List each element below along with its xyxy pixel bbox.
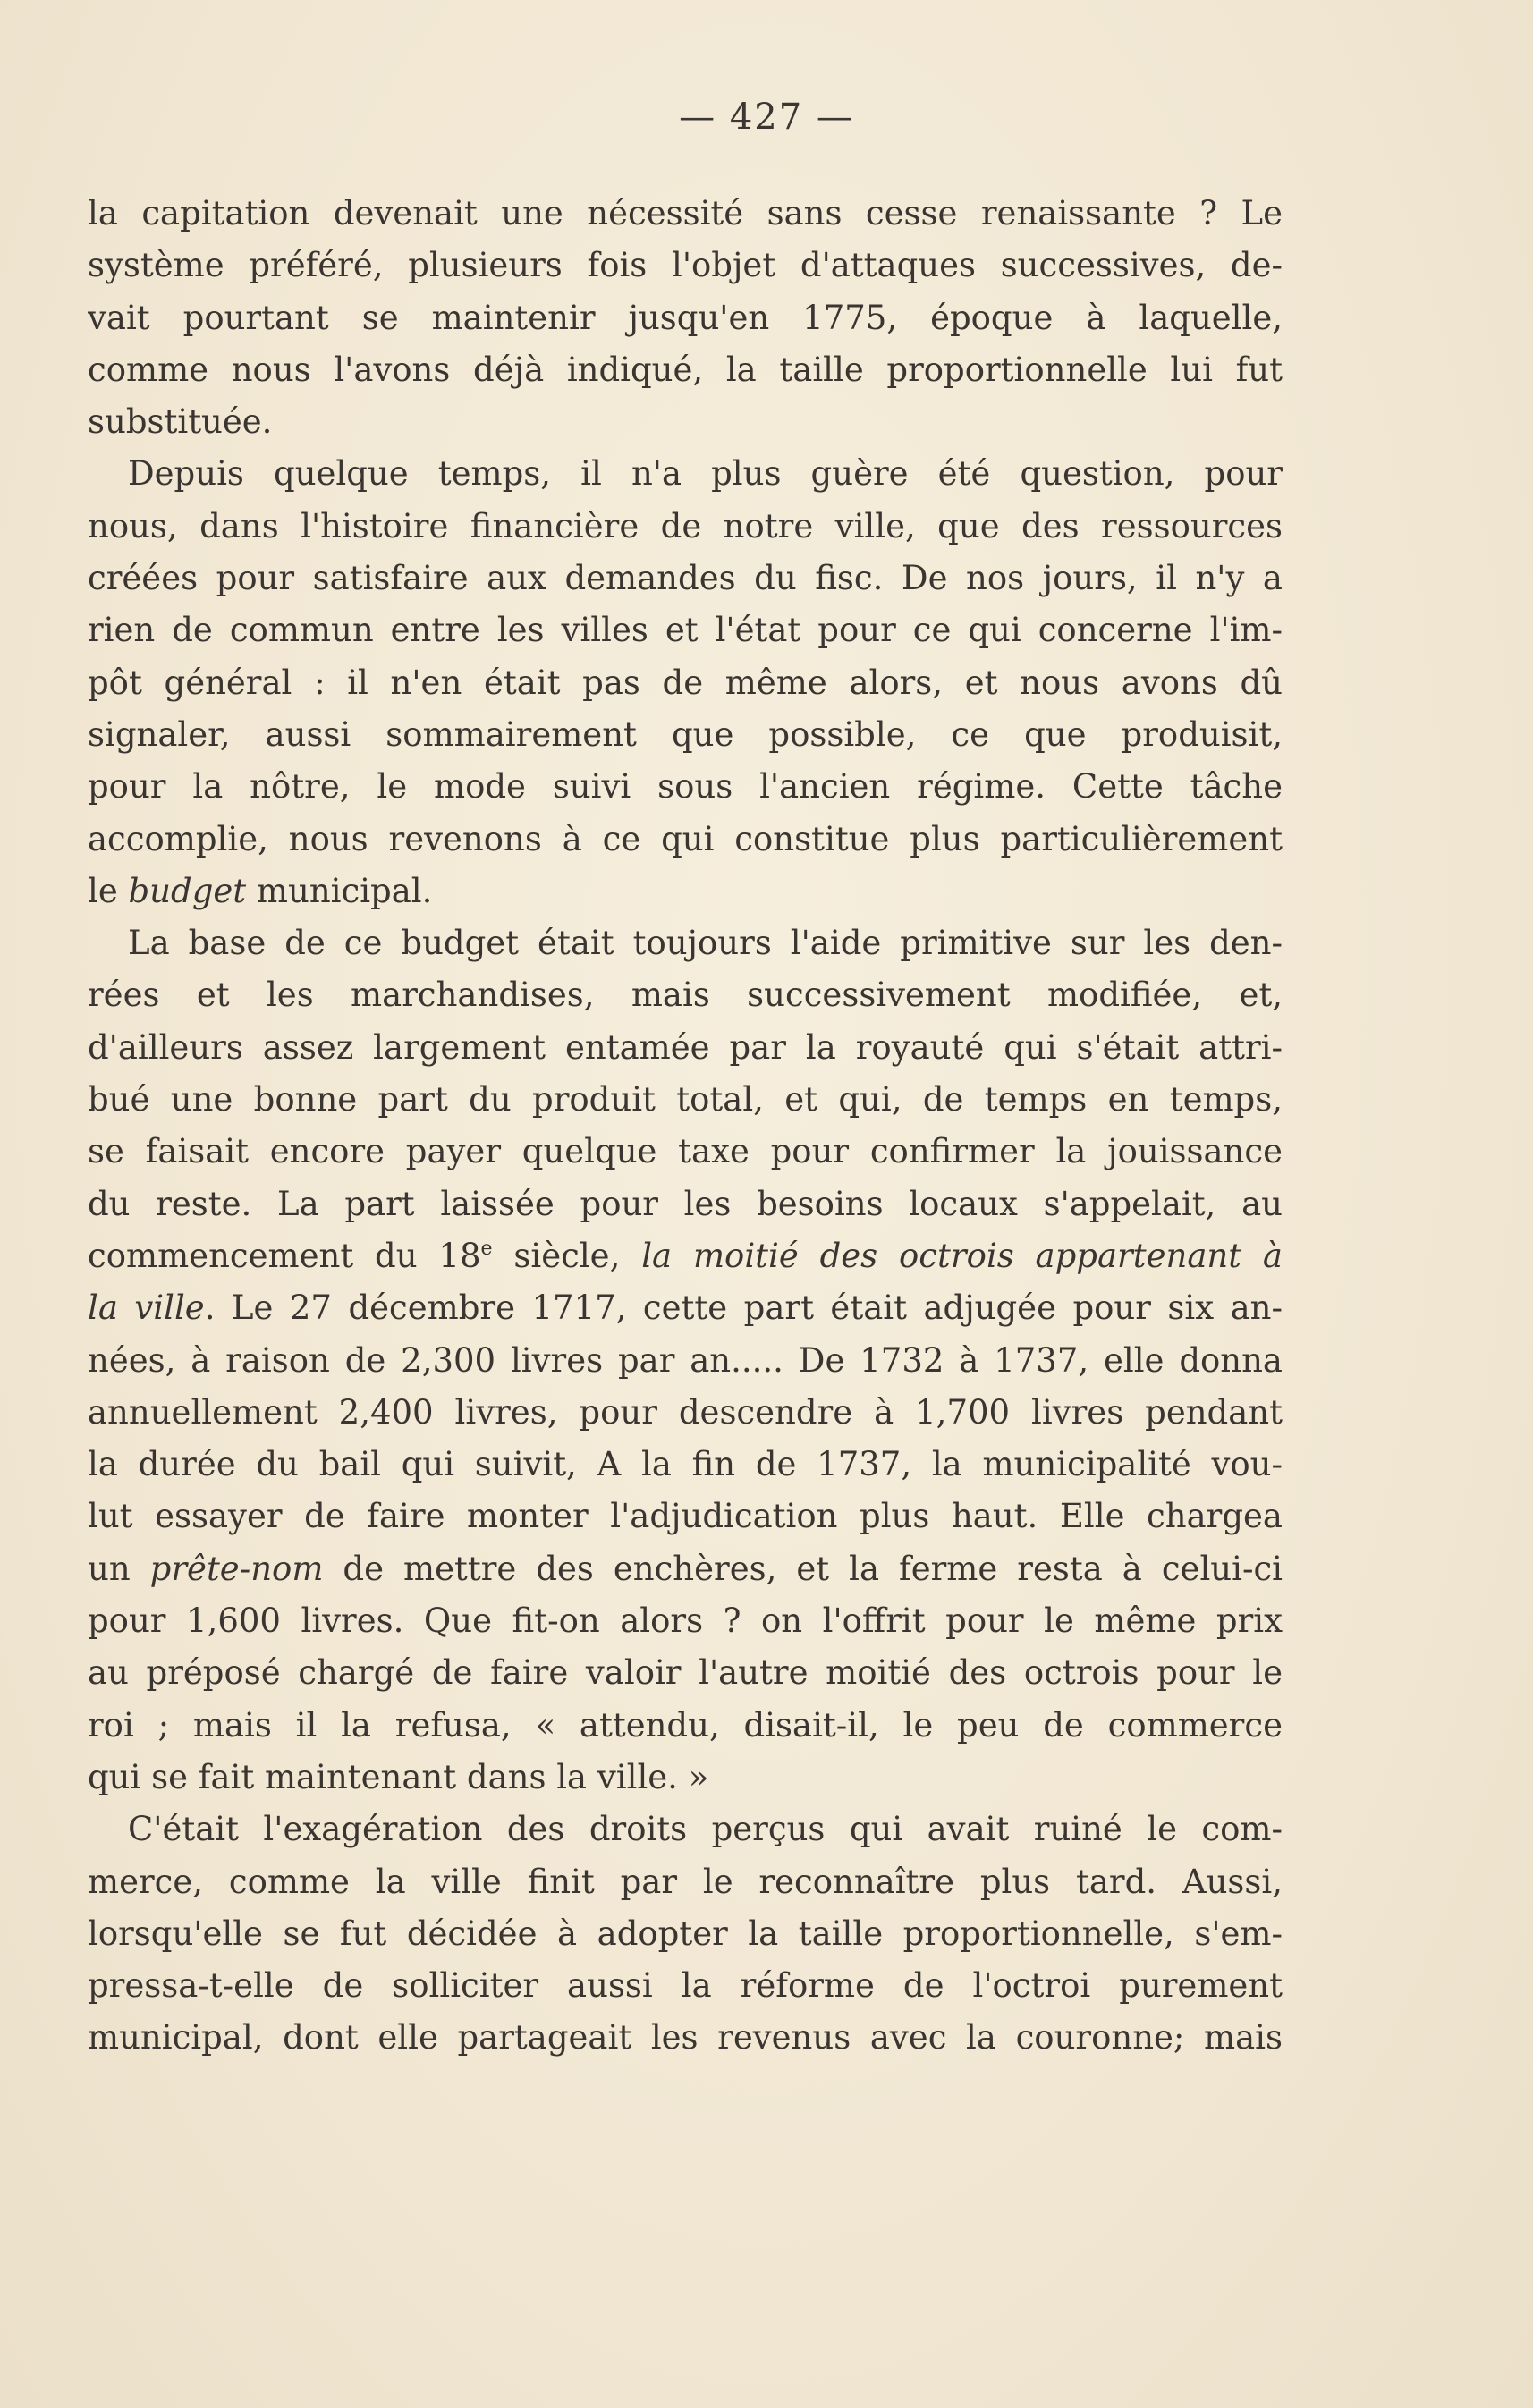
text-line: lut essayer de faire monter l'adjudication plus haut. Elle chargea <box>88 1497 1283 1536</box>
text-line: municipal, dont elle partageait les revenus avec la couronne; mais <box>88 2018 1283 2057</box>
text-line: roi ; mais il la refusa, « attendu, disait-il, le peu de commerce <box>88 1705 1283 1745</box>
text-line: la durée du bail qui suivit, A la fin de 1737, la municipalité vou- <box>88 1445 1283 1484</box>
italic-quote: la ville <box>88 1288 205 1328</box>
text-line: se faisait encore payer quelque taxe pour confirmer la jouissance <box>88 1132 1283 1171</box>
superscript: e <box>480 1237 493 1260</box>
text-line: commencement du 18e siècle, la moitié des octrois appartenant à <box>88 1236 1283 1275</box>
text-line: substituée. <box>88 402 273 442</box>
paragraph-start-line: C'était l'exagération des droits perçus qui avait ruiné le com- <box>128 1810 1283 1849</box>
page-number: — 427 — <box>679 97 854 138</box>
text-line: merce, comme la ville finit par le reconnaître plus tard. Aussi, <box>88 1862 1283 1901</box>
paragraph-start-line: La base de ce budget était toujours l'aide primitive sur les den- <box>128 924 1283 963</box>
text-line: rien de commun entre les villes et l'état pour ce qui concerne l'im- <box>88 611 1283 650</box>
italic-term: prête-nom <box>149 1549 324 1588</box>
text-line: créées pour satisfaire aux demandes du fisc. De nos jours, il n'y a <box>88 559 1283 598</box>
text-line: rées et les marchandises, mais successivement modifiée, et, <box>88 976 1283 1015</box>
text-line: pôt général : il n'en était pas de même alors, et nous avons dû <box>88 663 1283 702</box>
text-line: signaler, aussi sommairement que possible, ce que produisit, <box>88 714 1283 754</box>
text-line: qui se fait maintenant dans la ville. » <box>88 1757 709 1796</box>
text-line: annuellement 2,400 livres, pour descendre à 1,700 livres pendant <box>88 1392 1283 1432</box>
text-line: d'ailleurs assez largement entamée par la royauté qui s'était attri- <box>88 1027 1283 1067</box>
body-text <box>88 188 1283 2065</box>
text-line: pressa-t-elle de solliciter aussi la réforme de l'octroi purement <box>88 1966 1283 2006</box>
italic-term: budget <box>128 871 247 910</box>
text-line: pour la nôtre, le mode suivi sous l'ancien régime. Cette tâche <box>88 767 1283 807</box>
italic-quote: la moitié des octrois appartenant à <box>641 1236 1283 1275</box>
text-line: un prête-nom de mettre des enchères, et la ferme resta à celui-ci <box>88 1549 1283 1588</box>
text-line: vait pourtant se maintenir jusqu'en 1775, époque à laquelle, <box>88 298 1283 337</box>
text-line: système préféré, plusieurs fois l'objet d'attaques successives, de- <box>88 246 1283 285</box>
text-line: nées, à raison de 2,300 livres par an..... De 1732 à 1737, elle donna <box>88 1340 1283 1380</box>
text-line: pour 1,600 livres. Que fit-on alors ? on l'offrit pour le même prix <box>88 1601 1283 1641</box>
text-line: la ville. Le 27 décembre 1717, cette part était adjugée pour six an- <box>88 1288 1283 1328</box>
text-line: nous, dans l'histoire financière de notre ville, que des ressources <box>88 506 1283 545</box>
text-line: lorsqu'elle se fut décidée à adopter la taille proportionnelle, s'em- <box>88 1914 1283 1953</box>
text-line: la capitation devenait une nécessité sans cesse renaissante ? Le <box>88 194 1283 232</box>
text-line: le budget municipal. <box>88 871 433 910</box>
paragraph-start-line: Depuis quelque temps, il n'a plus guère été question, pour <box>128 454 1283 494</box>
text-line: du reste. La part laissée pour les besoins locaux s'appelait, au <box>88 1184 1283 1223</box>
text-line: au préposé chargé de faire valoir l'autre moitié des octrois pour le <box>88 1653 1283 1693</box>
text-line: comme nous l'avons déjà indiqué, la taille proportionnelle lui fut <box>88 350 1283 389</box>
text-line: accomplie, nous revenons à ce qui constitue plus particulièrement <box>88 819 1283 858</box>
text-line: bué une bonne part du produit total, et qui, de temps en temps, <box>88 1080 1283 1120</box>
